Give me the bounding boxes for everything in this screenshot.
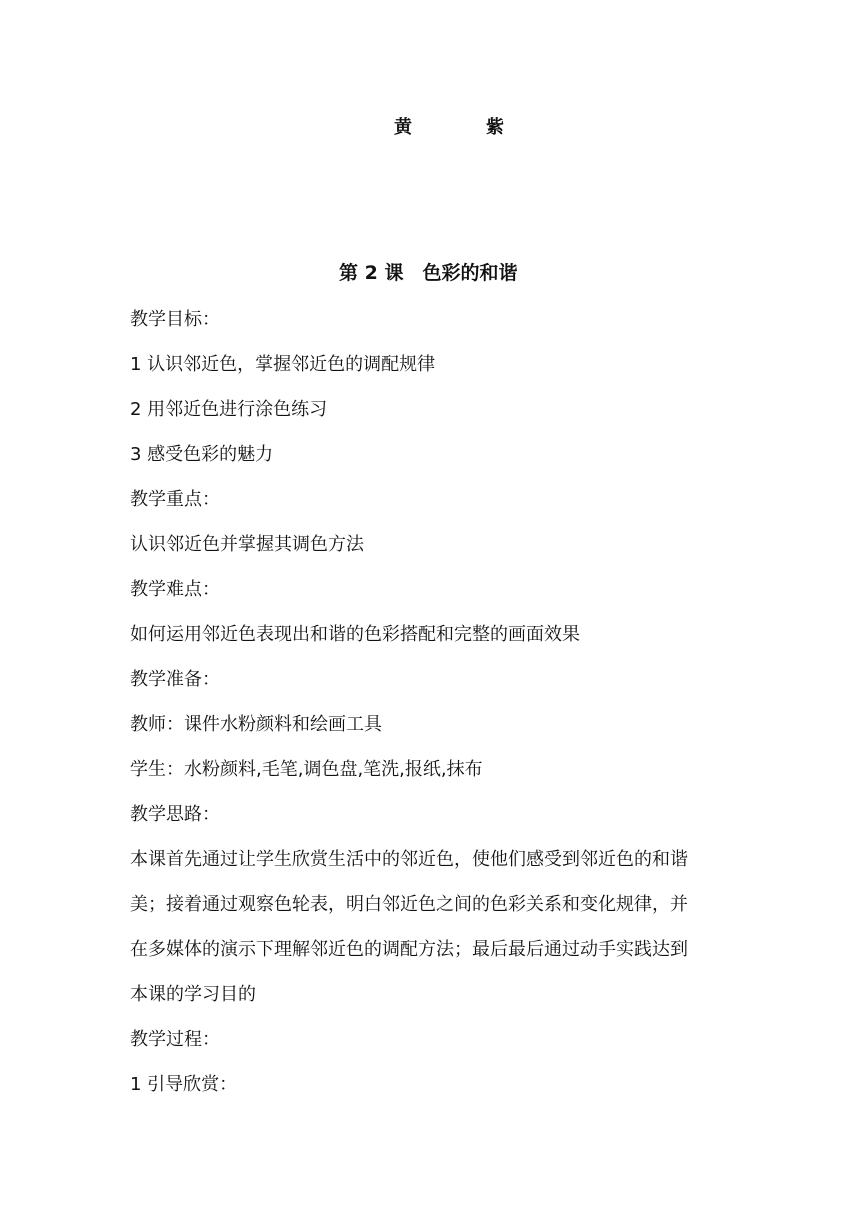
approach-line-3: 在多媒体的演示下理解邻近色的调配方法；最后最后通过动手实践达到	[130, 939, 688, 960]
lesson-title: 第 2 课 色彩的和谐	[339, 262, 518, 284]
process-heading: 教学过程：	[130, 1029, 220, 1050]
preparation-heading: 教学准备：	[130, 669, 220, 690]
approach-heading: 教学思路：	[130, 804, 220, 825]
approach-line-4: 本课的学习目的	[130, 984, 256, 1005]
objective-item-2: 2 用邻近色进行涂色练习	[130, 399, 328, 420]
key-points-text: 认识邻近色并掌握其调色方法	[130, 534, 364, 555]
approach-line-1: 本课首先通过让学生欣赏生活中的邻近色，使他们感受到邻近色的和谐	[130, 849, 688, 870]
process-step-1: 1 引导欣赏：	[130, 1074, 238, 1095]
difficulties-text: 如何运用邻近色表现出和谐的色彩搭配和完整的画面效果	[130, 624, 580, 645]
objectives-heading: 教学目标：	[130, 309, 220, 330]
difficulties-heading: 教学难点：	[130, 579, 220, 600]
key-points-heading: 教学重点：	[130, 489, 220, 510]
objective-item-3: 3 感受色彩的魅力	[130, 444, 274, 465]
top-label-yellow: 黄	[394, 117, 412, 138]
student-preparation: 学生：水粉颜料,毛笔,调色盘,笔洗,报纸,抹布	[130, 759, 483, 780]
top-label-purple: 紫	[486, 117, 504, 138]
objective-item-1: 1 认识邻近色，掌握邻近色的调配规律	[130, 354, 436, 375]
teacher-preparation: 教师：课件水粉颜料和绘画工具	[130, 714, 382, 735]
approach-line-2: 美；接着通过观察色轮表，明白邻近色之间的色彩关系和变化规律，并	[130, 894, 688, 915]
